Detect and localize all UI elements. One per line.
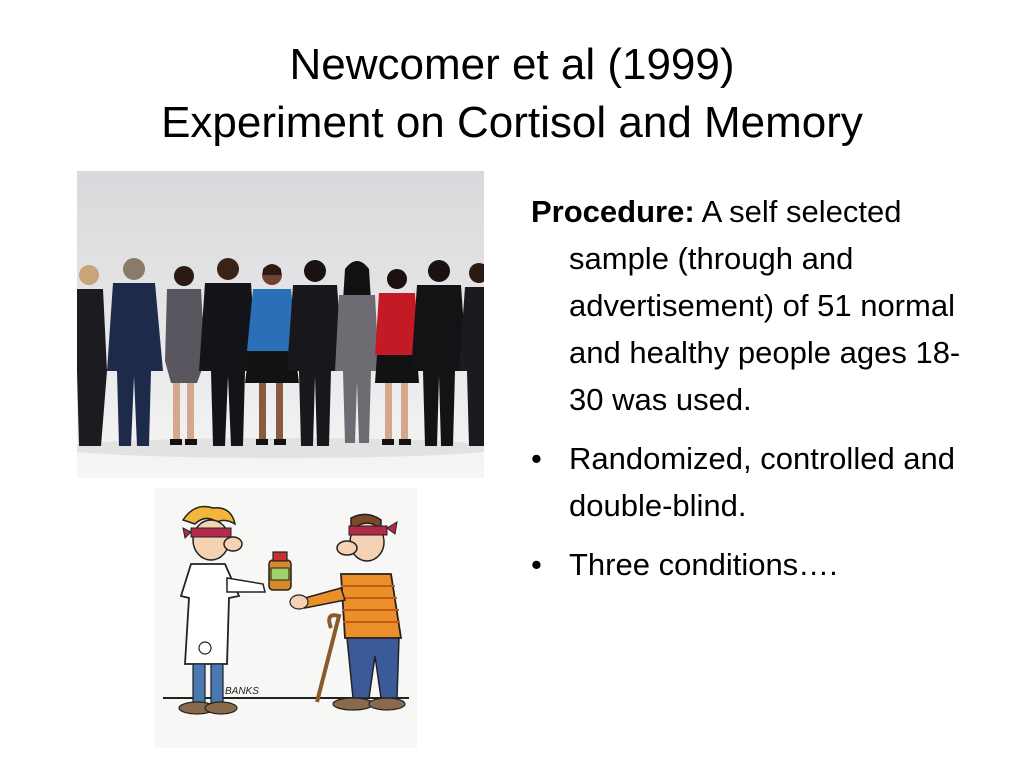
bullet-item: [531, 541, 971, 588]
title-line-2: Experiment on Cortisol and Memory: [161, 98, 863, 147]
procedure-paragraph: [531, 188, 971, 423]
cartoon-signature: BANKS: [225, 686, 259, 697]
bullet-glyph: •: [531, 547, 542, 582]
double-blind-cartoon: [155, 488, 417, 748]
slide-body: [531, 188, 971, 600]
slide-title: [40, 36, 984, 152]
bullet-text: Three conditions….: [569, 547, 838, 582]
procedure-label: Procedure:: [531, 194, 695, 229]
bullet-item: [531, 435, 971, 529]
people-lineup-photo: [77, 171, 484, 478]
bullet-glyph: •: [531, 441, 542, 476]
procedure-text: A self selected sample (through and advertisement) of 51 normal and healthy people ages 18-30 was used.: [569, 194, 961, 417]
person-figure: [77, 265, 107, 446]
bullet-text: Randomized, controlled and double-blind.: [569, 441, 956, 523]
title-line-1: Newcomer et al (1999): [289, 40, 735, 89]
